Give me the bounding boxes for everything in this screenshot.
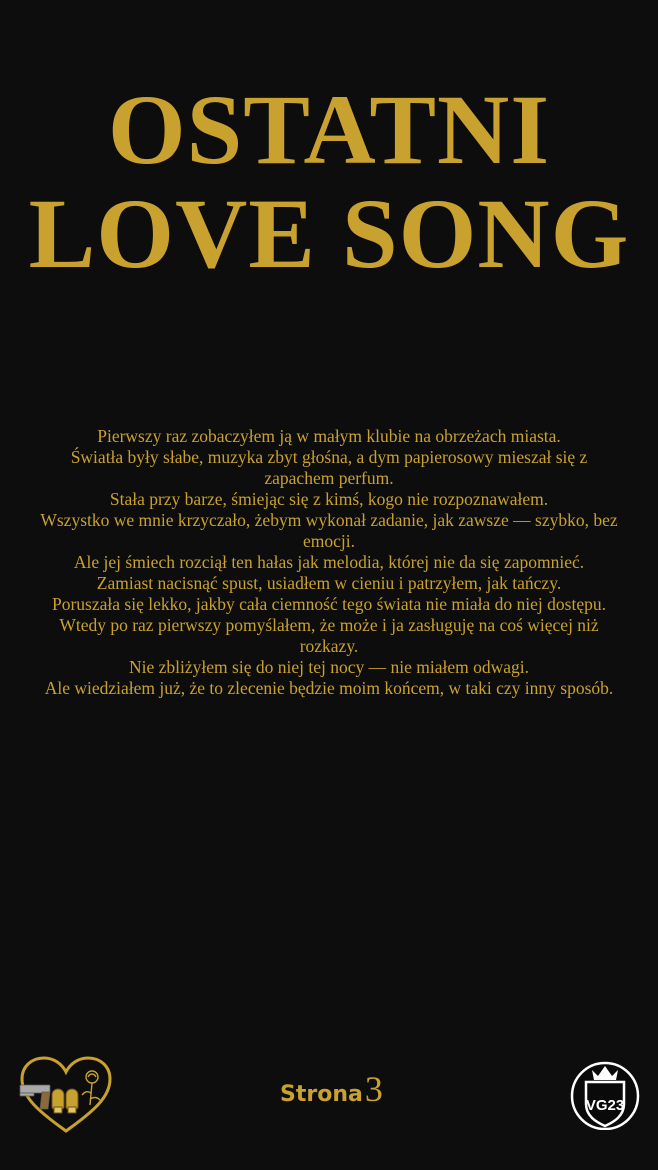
- story-line: Stała przy barze, śmiejąc się z kimś, kogo nie rozpoznawałem.: [109, 489, 549, 509]
- story-line: Zamiast nacisnąć spust, usiadłem w cieniu i patrzyłem, jak tańczy.: [96, 573, 562, 593]
- story-line: Wtedy po raz pierwszy pomyślałem, że może i ja zasługuję na coś więcej niż rozkazy.: [59, 615, 599, 656]
- vg23-logo: [570, 1058, 640, 1130]
- page-number-label: [280, 1068, 383, 1108]
- vg23-logo-text: VG23: [585, 1097, 625, 1114]
- title-line-2: LOVE SONG: [28, 178, 630, 289]
- boxing-gloves-icon: [52, 1089, 78, 1113]
- title-line-1: OSTATNI: [107, 74, 551, 185]
- page-number: 3: [364, 1069, 383, 1109]
- story-line: Pierwszy raz zobaczyłem ją w małym klubie na obrzeżach miasta.: [97, 426, 561, 446]
- page-title: [0, 74, 658, 289]
- story-text: [34, 426, 624, 699]
- story-line: Poruszała się lekko, jakby cała ciemność tego świata nie miała do niej dostępu.: [51, 594, 606, 614]
- story-line: Ale jej śmiech rozciął ten hałas jak melodia, której nie da się zapomnieć.: [73, 552, 585, 572]
- heart-logo: [18, 1055, 114, 1135]
- heart-icon: [18, 1055, 114, 1135]
- story-line: Nie zbliżyłem się do niej tej nocy — nie miałem odwagi.: [129, 657, 529, 677]
- story-line: Wszystko we mnie krzyczało, żebym wykonał zadanie, jak zawsze — szybko, bez emocji.: [40, 510, 618, 551]
- page-word: Strona: [280, 1082, 363, 1107]
- crown-shield-icon: [570, 1058, 640, 1130]
- story-line: Ale wiedziałem już, że to zlecenie będzie moim końcem, w taki czy inny sposób.: [44, 678, 614, 698]
- story-line: Światła były słabe, muzyka zbyt głośna, a dym papierosowy mieszał się z zapachem perfum.: [70, 447, 588, 488]
- rose-icon: [82, 1071, 100, 1105]
